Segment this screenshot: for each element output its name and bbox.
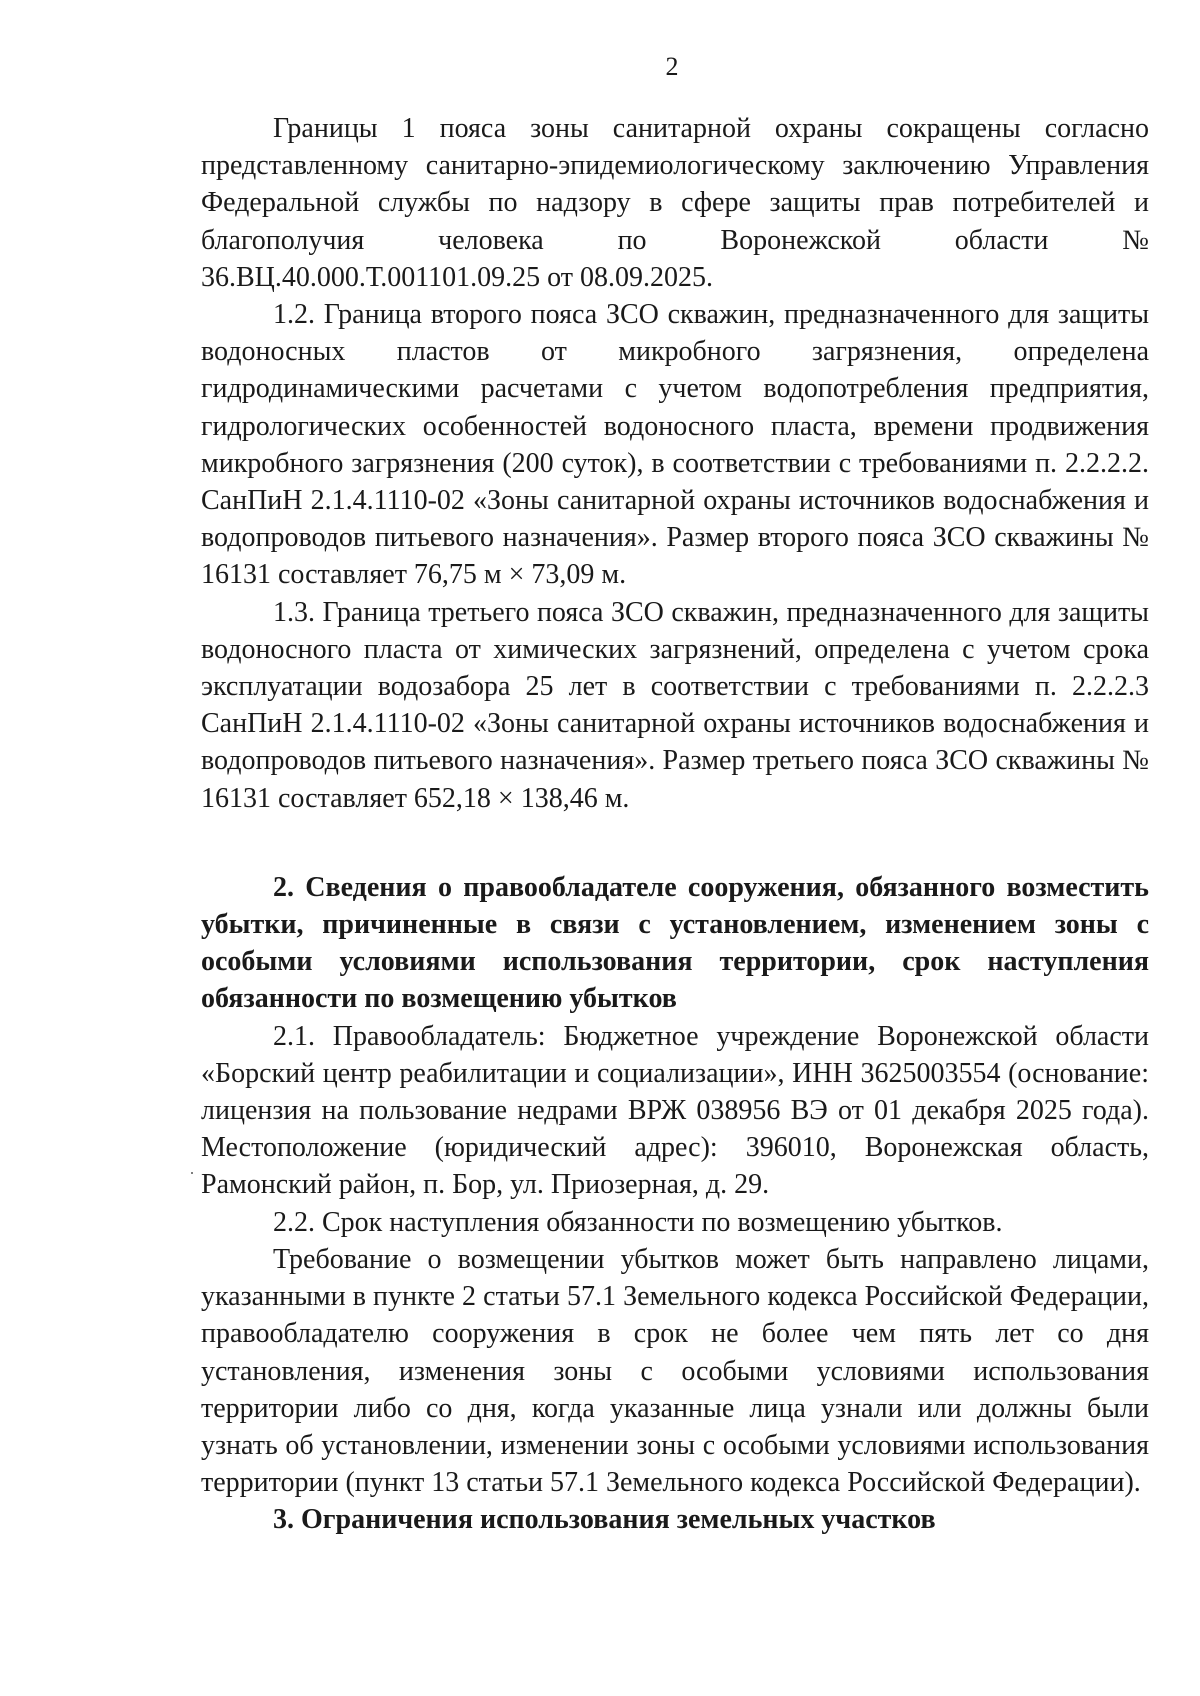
paragraph-1-2: 1.2. Граница второго пояса ЗСО скважин, предназначенного для защиты водоносных пластов от микробного загрязнения, определена гидродинамическими расчетами с учетом водопотребления предприятия, гидрологических особенностей водоносного пласта, времени продвижения микробного загрязнения (200 суток), в соответствии с требованиями п. 2.2.2.2. СанПиН 2.1.4.1110-02 «Зоны санитарной охраны источников водоснабжения и водопроводов питьевого назначения». Размер второго пояса ЗСО скважины № 16131 составляет 76,75 м × 73,09 м. <box>201 299 1149 591</box>
paragraph-2-1: 2.1. Правообладатель: Бюджетное учреждение Воронежской области «Борский центр реабилитации и социализации», ИНН 3625003554 (основание: лицензия на пользование недрами ВРЖ 038956 ВЭ от 01 декабря 2025 года). Местоположение (юридический адрес): 396010, Воронежская область, Рамонский район, п. Бор, ул. Приозерная, д. 29. <box>201 1020 1149 1201</box>
scan-artifact-dot <box>191 1172 193 1174</box>
section-3-heading: 3. Ограничения использования земельных участков <box>273 1504 936 1536</box>
paragraph-2-2: 2.2. Срок наступления обязанности по возмещению убытков. <box>273 1206 1003 1238</box>
page-number: 2 <box>665 52 679 81</box>
section-2-heading: 2. Сведения о правообладателе сооружения, обязанного возместить убытки, причиненные в связи с установлением, изменением зоны с особыми условиями использования территории, срок наступления обязанности по возмещению убытков <box>201 871 1149 1015</box>
paragraph-claim: Требование о возмещении убытков может быть направлено лицами, указанными в пункте 2 статьи 57.1 Земельного кодекса Российской Федерации, правообладателю сооружения в срок не более чем пять лет со дня установления, изменения зоны с особыми условиями использования территории либо со дня, когда указанные лица узнали или должны были узнать об установлении, изменении зоны с особыми условиями использования территории (пункт 13 статьи 57.1 Земельного кодекса Российской Федерации). <box>201 1243 1149 1499</box>
document-body <box>201 110 1149 1539</box>
paragraph-1-3: 1.3. Граница третьего пояса ЗСО скважин, предназначенного для защиты водоносного пласта от химических загрязнений, определена с учетом срока эксплуатации водозабора 25 лет в соответствии с требованиями п. 2.2.2.3 СанПиН 2.1.4.1110-02 «Зоны санитарной охраны источников водоснабжения и водопроводов питьевого назначения». Размер третьего пояса ЗСО скважины № 16131 составляет 652,18 × 138,46 м. <box>201 596 1149 814</box>
paragraph-first-belt: Границы 1 пояса зоны санитарной охраны сокращены согласно представленному санитарно-эпидемиологическому заключению Управления Федеральной службы по надзору в сфере защиты прав потребителей и благополучия человека по Воронежской области № 36.ВЦ.40.000.Т.001101.09.25 от 08.09.2025. <box>201 113 1149 293</box>
